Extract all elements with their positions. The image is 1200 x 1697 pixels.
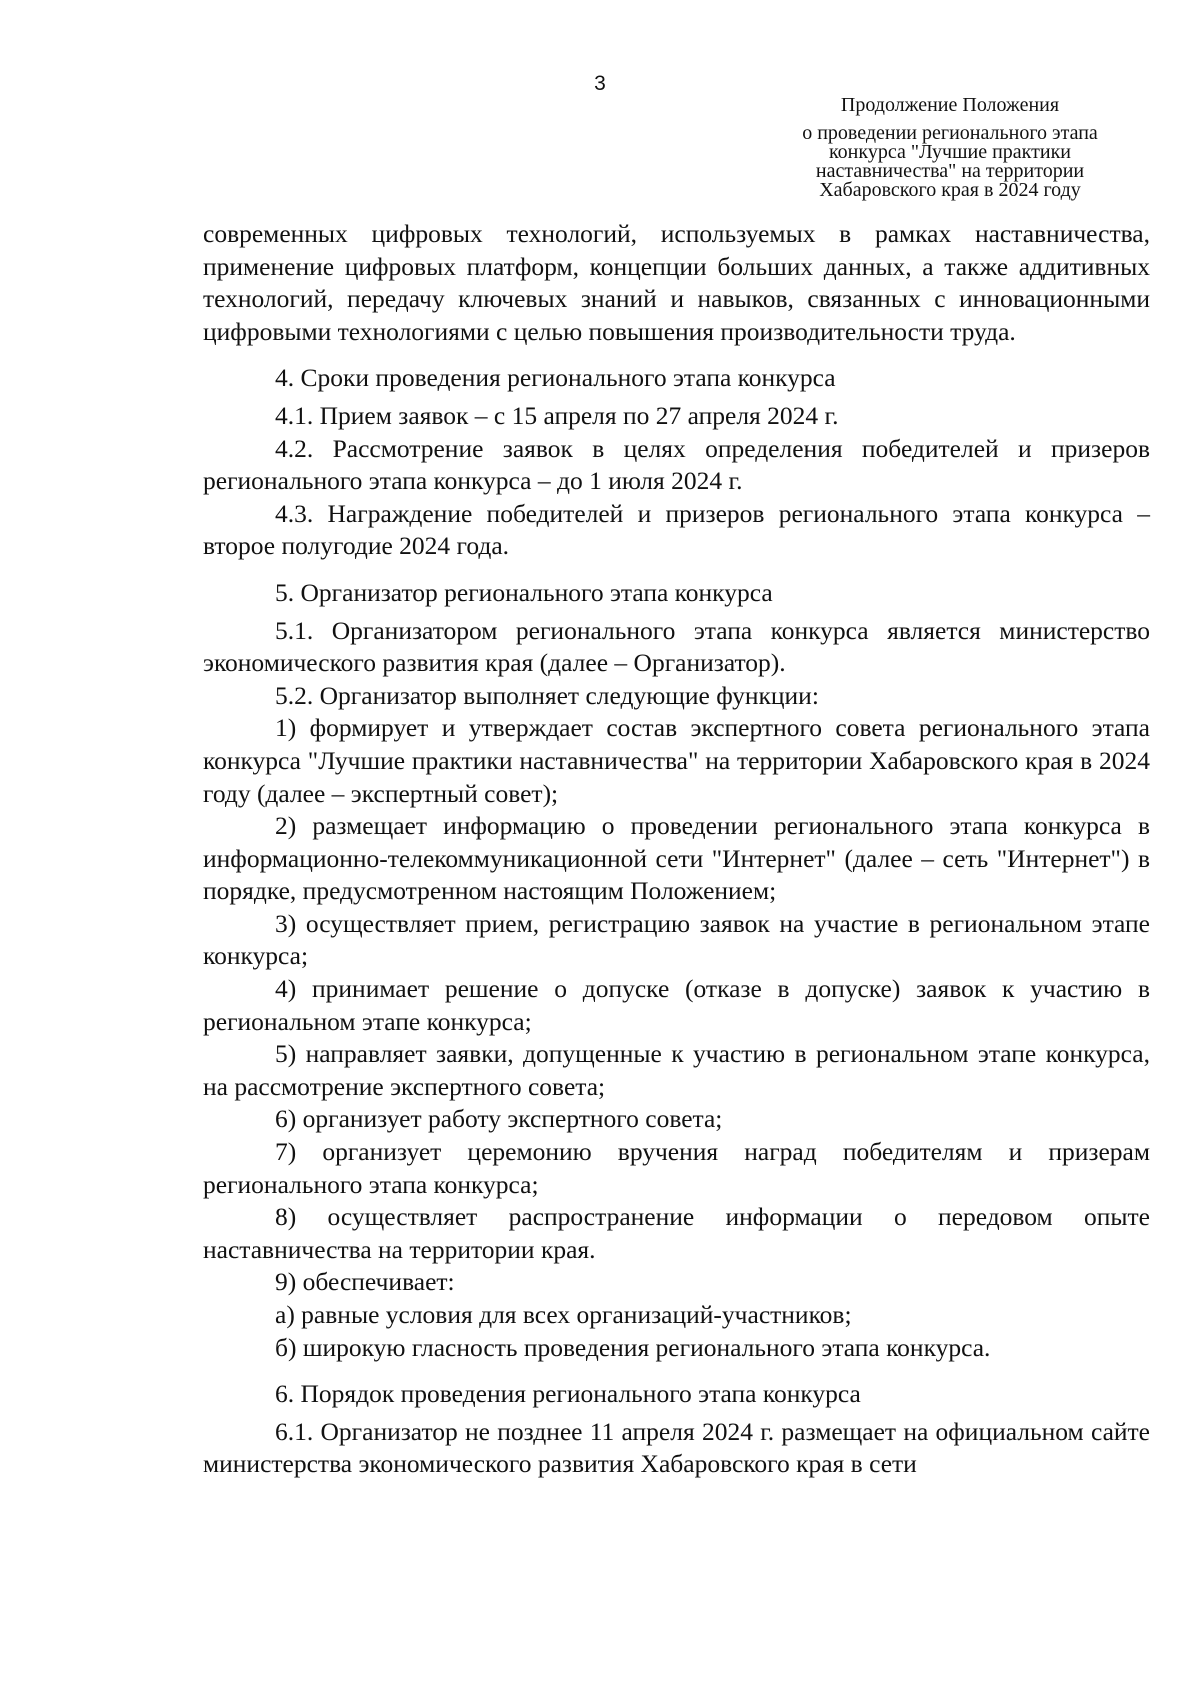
paragraph-5-1: 5.1. Организатором регионального этапа конкурса является министерство экономического развития края (далее – Организатор). xyxy=(203,615,1150,678)
running-header-line: Продолжение Положения xyxy=(840,94,1060,116)
function-item-1: 1) формирует и утверждает состав экспертного совета регионального этапа конкурса "Лучшие практики наставничества" на территории Хабаровского края в 2024 году (далее – экспертный совет); xyxy=(203,713,1150,808)
running-header-line: конкурса "Лучшие практики xyxy=(828,141,1071,163)
function-item-9b: б) широкую гласность проведения регионального этапа конкурса. xyxy=(275,1332,991,1362)
paragraph-4-3: 4.3. Награждение победителей и призеров регионального этапа конкурса – второе полугодие 2024 года. xyxy=(203,498,1150,561)
section-heading-5: 5. Организатор регионального этапа конкурса xyxy=(275,577,773,607)
function-item-7: 7) организует церемонию вручения наград победителям и призерам регионального этапа конкурса; xyxy=(203,1137,1150,1199)
document-body xyxy=(203,218,1150,1481)
paragraph-4-2: 4.2. Рассмотрение заявок в целях определения победителей и призеров регионального этапа конкурса – до 1 июля 2024 г. xyxy=(203,433,1150,496)
function-item-3: 3) осуществляет прием, регистрацию заявок на участие в региональном этапе конкурса; xyxy=(203,908,1150,971)
paragraph-4-1: 4.1. Прием заявок – с 15 апреля по 27 апреля 2024 г. xyxy=(275,400,839,430)
paragraph-6-1: 6.1. Организатор не позднее 11 апреля 2024 г. размещает на официальном сайте министерства экономического развития Хабаровского края в сети xyxy=(203,1416,1150,1479)
function-item-2: 2) размещает информацию о проведении регионального этапа конкурса в информационно-телекоммуникационной сети "Интернет" (далее – сеть "Интернет") в порядке, предусмотренном настоящим Положением; xyxy=(203,811,1150,906)
running-header-line: наставничества" на территории xyxy=(815,160,1085,182)
running-header-line: о проведении регионального этапа xyxy=(802,122,1098,144)
intro-paragraph: современных цифровых технологий, используемых в рамках наставничества, применение цифровых платформ, концепции больших данных, а также аддитивных технологий, передачу ключевых знаний и навыков, связанных с инновационными цифровыми технологиями с целью повышения производительности труда. xyxy=(203,219,1150,346)
section-heading-4: 4. Сроки проведения регионального этапа конкурса xyxy=(275,363,836,393)
page-number: 3 xyxy=(594,72,606,95)
function-item-9: 9) обеспечивает: xyxy=(275,1267,455,1297)
function-item-9a: а) равные условия для всех организаций-участников; xyxy=(275,1300,852,1329)
function-item-4: 4) принимает решение о допуске (отказе в допуске) заявок к участию в региональном этапе конкурса; xyxy=(203,974,1150,1036)
section-heading-6: 6. Порядок проведения регионального этапа конкурса xyxy=(275,1379,861,1409)
running-header xyxy=(760,96,1140,200)
function-item-6: 6) организует работу экспертного совета; xyxy=(275,1104,723,1134)
paragraph-5-2: 5.2. Организатор выполняет следующие функции: xyxy=(275,680,819,710)
function-item-5: 5) направляет заявки, допущенные к участию в региональном этапе конкурса, на рассмотрение экспертного совета; xyxy=(203,1039,1150,1101)
running-header-line: Хабаровского края в 2024 году xyxy=(819,179,1081,201)
function-item-8: 8) осуществляет распространение информации о передовом опыте наставничества на территории края. xyxy=(203,1202,1150,1264)
